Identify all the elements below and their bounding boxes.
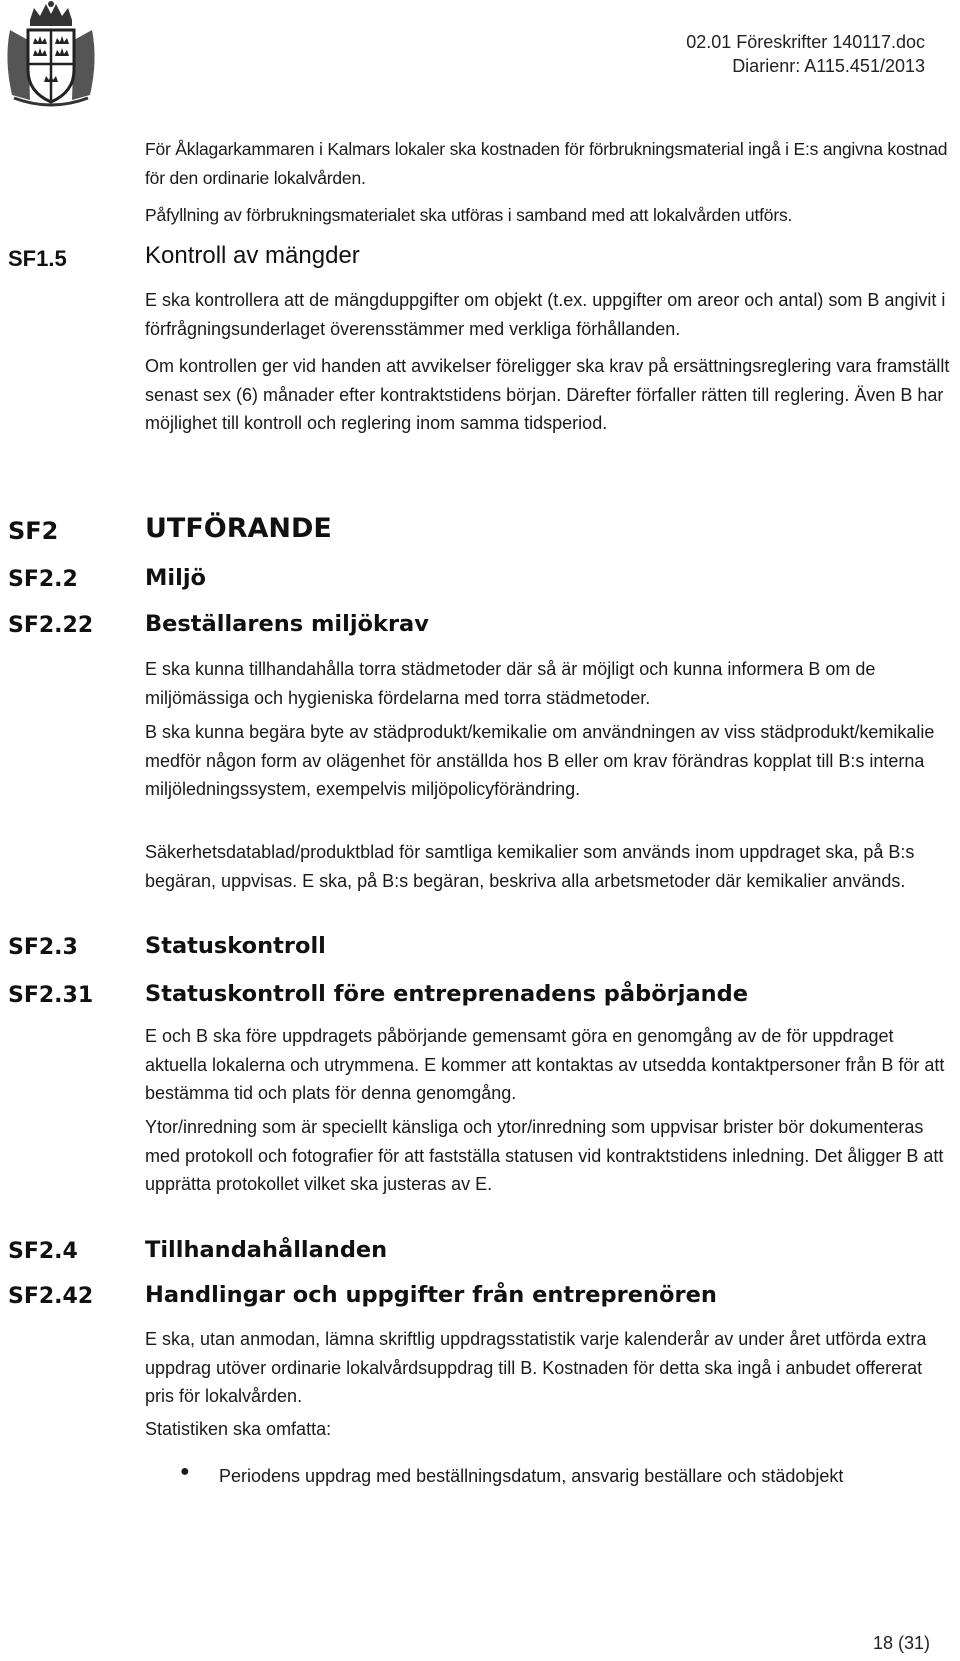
body-paragraph: Statistiken ska omfatta:	[145, 1419, 332, 1439]
section-code: SF2.3	[8, 935, 78, 960]
section-heading: Handlingar och uppgifter från entreprenören	[145, 1282, 717, 1308]
section-heading: Statuskontroll	[145, 933, 326, 959]
section-code: SF2.31	[8, 983, 94, 1008]
body-paragraph: Om kontrollen ger vid handen att avvikelser föreligger ska krav på ersättningsreglering vara framställt senast sex (6) månader efter kontraktstidens början. Därefter förfaller rätten till reglering. Även B har möjlighet till kontroll och reglering inom samma tidsperiod.	[145, 356, 950, 433]
body-paragraph: E ska, utan anmodan, lämna skriftlig uppdragsstatistik varje kalenderår av under året utförda extra uppdrag utöver ordinarie lokalvårdsuppdrag till B. Kostnaden för detta ska ingå i anbudet offererat pris för lokalvården.	[145, 1329, 927, 1406]
document-filename: 02.01 Föreskrifter 140117.doc	[686, 32, 925, 52]
chapter-heading: UTFÖRANDE	[145, 513, 332, 544]
section-heading: Statuskontroll före entreprenadens påbörjande	[145, 981, 749, 1007]
section-code: SF2.22	[8, 613, 94, 638]
list-item-text: Periodens uppdrag med beställningsdatum, ansvarig beställare och städobjekt	[219, 1466, 844, 1486]
body-paragraph: Säkerhetsdatablad/produktblad för samtliga kemikalier som används inom uppdraget ska, på B:s begäran, uppvisas. E ska, på B:s begäran, beskriva alla arbetsmetoder där kemikalier används.	[145, 842, 915, 891]
coat-of-arms-logo	[0, 0, 102, 112]
body-paragraph: E ska kunna tillhandahålla torra städmetoder där så är möjligt och kunna informera B om de miljömässiga och hygieniska fördelarna med torra städmetoder.	[145, 659, 876, 708]
section-heading: Tillhandahållanden	[145, 1237, 388, 1263]
body-paragraph: E ska kontrollera att de mängduppgifter om objekt (t.ex. uppgifter om areor och antal) som B angivit i förfrågningsunderlaget överensstämmer med verkliga förhållanden.	[145, 290, 946, 339]
section-code: SF2.4	[8, 1239, 78, 1264]
section-heading: Kontroll av mängder	[145, 242, 360, 269]
intro-paragraph: För Åklagarkammaren i Kalmars lokaler ska kostnaden för förbrukningsmaterial ingå i E:s angivna kostnad för den ordinarie lokalvården.	[145, 139, 948, 188]
body-paragraph: B ska kunna begära byte av städprodukt/kemikalie om användningen av viss städprodukt/kemikalie medför någon form av olägenhet för anställda hos B eller om krav förändras kopplat till B:s interna miljöledningssystem, exempelvis miljöpolicyförändring.	[145, 722, 935, 799]
bullet-dot-icon: ●	[180, 1463, 190, 1480]
body-paragraph: Ytor/inredning som är speciellt känsliga och ytor/inredning som uppvisar brister bör dokumenteras med protokoll och fotografier för att fastställa statusen vid kontraktstidens inledning. Det åligger B att upprätta protokollet vilket ska justeras av E.	[145, 1117, 944, 1194]
section-code: SF1.5	[8, 246, 67, 271]
document-diarienr: Diarienr: A115.451/2013	[732, 56, 925, 76]
section-code: SF2.2	[8, 567, 78, 592]
section-heading: Beställarens miljökrav	[145, 611, 429, 637]
section-code: SF2	[8, 517, 59, 545]
body-paragraph: E och B ska före uppdragets påbörjande gemensamt göra en genomgång av de för uppdraget aktuella lokalerna och utrymmena. E kommer att kontaktas av utsedda kontaktpersoner från B för att bestämma tid och plats för denna genomgång.	[145, 1026, 945, 1103]
section-heading: Miljö	[145, 565, 206, 591]
page-number: 18 (31)	[872, 1633, 930, 1653]
intro-paragraph: Påfyllning av förbrukningsmaterialet ska utföras i samband med att lokalvården utförs.	[145, 205, 793, 225]
section-code: SF2.42	[8, 1284, 94, 1309]
